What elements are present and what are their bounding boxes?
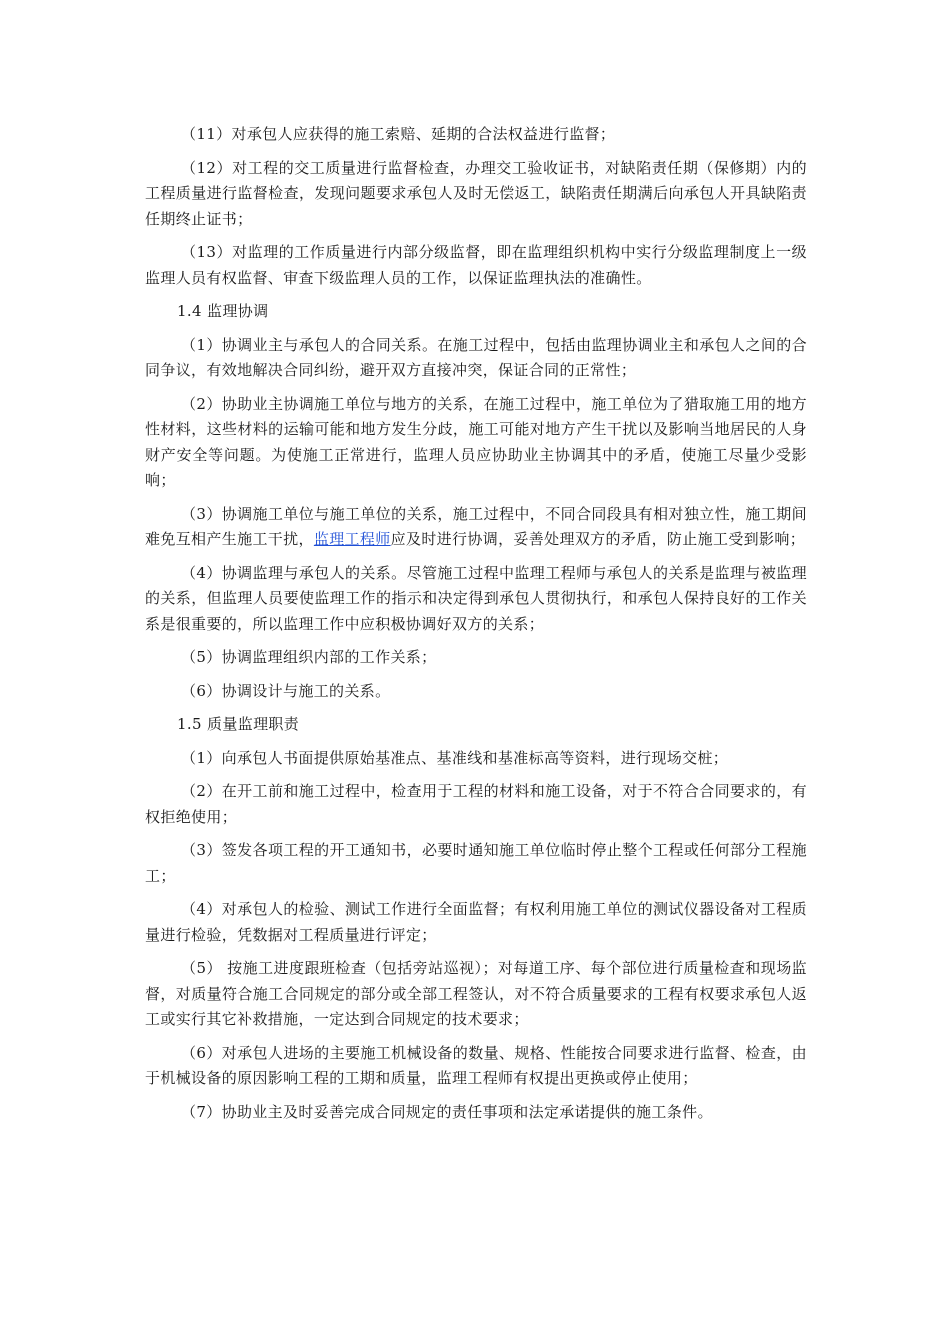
section-heading-1-4: 1.4 监理协调: [177, 302, 269, 320]
paragraph-quality-3: （3）签发各项工程的开工通知书，必要时通知施工单位临时停止整个工程或任何部分工程施工；: [145, 841, 807, 885]
paragraph-quality-4: （4）对承包人的检验、测试工作进行全面监督；有权利用施工单位的测试仪器设备对工程质量进行检验，凭数据对工程质量进行评定；: [145, 900, 807, 944]
paragraph-quality-5: （5） 按施工进度跟班检查（包括旁站巡视）；对每道工序、每个部位进行质量检查和现场监督，对质量符合施工合同规定的部分或全部工程签认，对不符合质量要求的工程有权要求承包人返工或实行其它补救措施，一定达到合同规定的技术要求；: [145, 959, 807, 1028]
supervision-engineer-link[interactable]: 监理工程师: [313, 530, 391, 548]
paragraph-text-after-link: 应及时进行协调，妥善处理双方的矛盾，防止施工受到影响；: [390, 530, 806, 548]
paragraph-coordination-3: [145, 502, 807, 553]
paragraph-quality-6: （6）对承包人进场的主要施工机械设备的数量、规格、性能按合同要求进行监督、检查，由于机械设备的原因影响工程的工期和质量，监理工程师有权提出更换或停止使用；: [145, 1043, 807, 1087]
section-heading-1-5: 1.5 质量监理职责: [177, 715, 300, 733]
paragraph-coordination-4: （4）协调监理与承包人的关系。尽管施工过程中监理工程师与承包人的关系是监理与被监理的关系，但监理人员要使监理工作的指示和决定得到承包人贯彻执行，和承包人保持良好的工作关系是很重要的，所以监理工作中应积极协调好双方的关系；: [145, 563, 807, 633]
paragraph-coordination-2: （2）协助业主协调施工单位与地方的关系，在施工过程中，施工单位为了猎取施工用的地方性材料，这些材料的运输可能和地方发生分歧，施工可能对地方产生干扰以及影响当地居民的人身财产安全等问题。为使施工正常进行，监理人员应协助业主协调其中的矛盾，使施工尽量少受影响；: [145, 394, 807, 489]
paragraph-quality-1: （1）向承包人书面提供原始基准点、基准线和基准标高等资料，进行现场交桩；: [181, 748, 729, 767]
document-page: [145, 122, 807, 1133]
paragraph-quality-2: （2）在开工前和施工过程中，检查用于工程的材料和施工设备，对于不符合合同要求的，有权拒绝使用；: [145, 782, 807, 826]
paragraph-coordination-1: （1）协调业主与承包人的合同关系。在施工过程中，包括由监理协调业主和承包人之间的合同争议，有效地解决合同纠纷，避开双方直接冲突，保证合同的正常性；: [145, 335, 807, 379]
paragraph-coordination-6: （6）协调设计与施工的关系。: [181, 681, 391, 700]
paragraph-quality-7: （7）协助业主及时妥善完成合同规定的责任事项和法定承诺提供的施工条件。: [181, 1102, 713, 1121]
paragraph-text-before-link: （3）协调施工单位与施工单位的关系，施工过程中，不同合同段具有相对独立性，施工期间难免互相产生施工干扰，: [145, 504, 807, 548]
paragraph-coordination-5: （5）协调监理组织内部的工作关系；: [181, 648, 437, 666]
paragraph-item-12: （12）对工程的交工质量进行监督检查，办理交工验收证书，对缺陷责任期（保修期）内的工程质量进行监督检查，发现问题要求承包人及时无偿返工，缺陷责任期满后向承包人开具缺陷责任期终止证书；: [145, 158, 807, 228]
paragraph-item-11: （11）对承包人应获得的施工索赔、延期的合法权益进行监督；: [181, 125, 616, 143]
paragraph-item-13: （13）对监理的工作质量进行内部分级监督，即在监理组织机构中实行分级监理制度上一级监理人员有权监督、审查下级监理人员的工作，以保证监理执法的准确性。: [145, 243, 807, 287]
